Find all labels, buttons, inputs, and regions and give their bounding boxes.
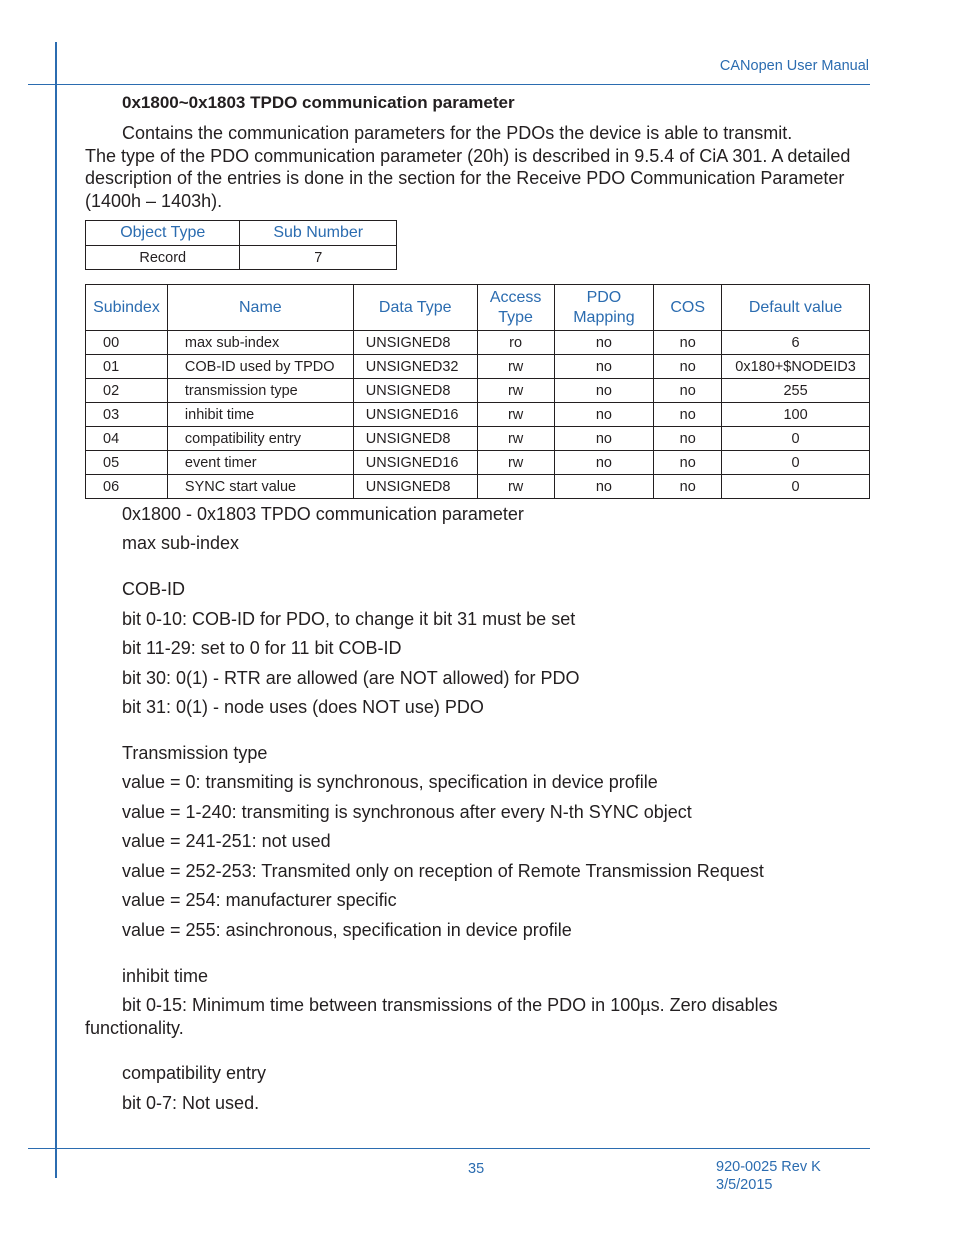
compatibility-entry-title: compatibility entry	[122, 1063, 267, 1083]
cell-pdo-mapping: no	[554, 427, 654, 451]
cell-access: ro	[477, 331, 554, 355]
cell-data-type: UNSIGNED16	[353, 451, 477, 475]
cell-cos: no	[654, 451, 722, 475]
transmission-line: value = 1-240: transmiting is synchronous after every N-th SYNC object	[122, 802, 692, 822]
cell-pdo-mapping: no	[554, 331, 654, 355]
cell-access: rw	[477, 427, 554, 451]
cell-subindex: 01	[86, 355, 168, 379]
cobid-line: bit 0-10: COB-ID for PDO, to change it bit 31 must be set	[122, 609, 576, 629]
cell-name: inhibit time	[167, 403, 353, 427]
cell-access: rw	[477, 355, 554, 379]
section-heading: 0x1800~0x1803 TPDO communication parameter	[122, 93, 515, 112]
header-subindex: Subindex	[86, 285, 168, 331]
doc-date: 3/5/2015	[716, 1177, 773, 1193]
cell-subindex: 06	[86, 475, 168, 499]
cell-subindex: 03	[86, 403, 168, 427]
cobid-title: COB-ID	[122, 579, 185, 599]
header-name: Name	[167, 285, 353, 331]
cell-subindex: 05	[86, 451, 168, 475]
table-row	[86, 403, 870, 427]
header-default-value: Default value	[722, 285, 870, 331]
max-subindex-title: max sub-index	[122, 533, 240, 553]
margin-rule-vertical	[55, 42, 57, 1178]
inhibit-time-text: bit 0-15: Minimum time between transmissions of the PDO in 100µs. Zero disables functionality.	[85, 995, 778, 1038]
table-header-row	[86, 221, 397, 246]
cell-data-type: UNSIGNED8	[353, 331, 477, 355]
intro-first-line: Contains the communication parameters for the PDOs the device is able to transmit.	[122, 123, 793, 143]
cell-default: 0	[722, 427, 870, 451]
cell-cos: no	[654, 355, 722, 379]
table-row	[86, 451, 870, 475]
cell-name: COB-ID used by TPDO	[167, 355, 353, 379]
cell-cos: no	[654, 331, 722, 355]
footer-doc-info	[716, 1158, 821, 1194]
cell-access: rw	[477, 403, 554, 427]
transmission-line: value = 241-251: not used	[122, 831, 331, 851]
cell-subindex: 02	[86, 379, 168, 403]
cell-default: 100	[722, 403, 870, 427]
cell-default: 0	[722, 451, 870, 475]
header-data-type: Data Type	[353, 285, 477, 331]
page-number: 35	[468, 1161, 485, 1177]
cell-cos: no	[654, 379, 722, 403]
subindex-table	[85, 284, 870, 499]
header-access-type: Access Type	[477, 285, 554, 331]
cell-name: SYNC start value	[167, 475, 353, 499]
cell-data-type: UNSIGNED8	[353, 475, 477, 499]
cell-subindex: 04	[86, 427, 168, 451]
cell-name: compatibility entry	[167, 427, 353, 451]
intro-paragraph	[85, 122, 875, 212]
table-row	[86, 246, 397, 270]
cell-default: 0	[722, 475, 870, 499]
cell-access: rw	[477, 475, 554, 499]
object-type-value: Record	[86, 246, 240, 270]
cell-data-type: UNSIGNED16	[353, 403, 477, 427]
cell-pdo-mapping: no	[554, 451, 654, 475]
cell-default: 0x180+$NODEID3	[722, 355, 870, 379]
sub-number-value: 7	[240, 246, 397, 270]
doc-revision: 920-0025 Rev K	[716, 1159, 821, 1175]
intro-rest: The type of the PDO communication parameter (20h) is described in 9.5.4 of CiA 301. A detailed description of the entries is done in the section for the Receive PDO Communication Parameter (1400h – 1403h).	[85, 145, 851, 211]
table-header-row	[86, 285, 870, 331]
header-pdo-mapping: PDO Mapping	[554, 285, 654, 331]
cell-name: event timer	[167, 451, 353, 475]
cell-access: rw	[477, 379, 554, 403]
cell-data-type: UNSIGNED32	[353, 355, 477, 379]
cell-default: 255	[722, 379, 870, 403]
header-object-type: Object Type	[86, 221, 240, 246]
header-rule	[28, 84, 870, 85]
compatibility-entry-text: bit 0-7: Not used.	[122, 1093, 260, 1113]
table-caption: 0x1800 - 0x1803 TPDO communication parameter	[122, 504, 524, 524]
cell-pdo-mapping: no	[554, 379, 654, 403]
cell-data-type: UNSIGNED8	[353, 427, 477, 451]
table-row	[86, 379, 870, 403]
cell-name: max sub-index	[167, 331, 353, 355]
transmission-line: value = 255: asinchronous, specification in device profile	[122, 920, 572, 940]
cobid-line: bit 31: 0(1) - node uses (does NOT use) PDO	[122, 697, 484, 717]
cell-pdo-mapping: no	[554, 355, 654, 379]
cell-name: transmission type	[167, 379, 353, 403]
cell-access: rw	[477, 451, 554, 475]
table-row	[86, 331, 870, 355]
cell-cos: no	[654, 403, 722, 427]
cell-cos: no	[654, 475, 722, 499]
cell-cos: no	[654, 427, 722, 451]
object-type-table	[85, 220, 397, 270]
cell-data-type: UNSIGNED8	[353, 379, 477, 403]
table-row	[86, 355, 870, 379]
header-cos: COS	[654, 285, 722, 331]
cobid-line: bit 11-29: set to 0 for 11 bit COB-ID	[122, 638, 402, 658]
cell-subindex: 00	[86, 331, 168, 355]
transmission-line: value = 0: transmiting is synchronous, specification in device profile	[122, 772, 658, 792]
cobid-line: bit 30: 0(1) - RTR are allowed (are NOT allowed) for PDO	[122, 668, 580, 688]
cell-pdo-mapping: no	[554, 475, 654, 499]
cell-default: 6	[722, 331, 870, 355]
transmission-type-title: Transmission type	[122, 743, 268, 763]
header-sub-number: Sub Number	[240, 221, 397, 246]
cell-pdo-mapping: no	[554, 403, 654, 427]
table-row	[86, 475, 870, 499]
inhibit-time-title: inhibit time	[122, 966, 209, 986]
transmission-line: value = 254: manufacturer specific	[122, 890, 397, 910]
table-row	[86, 427, 870, 451]
transmission-line: value = 252-253: Transmited only on reception of Remote Transmission Request	[122, 861, 764, 881]
running-header: CANopen User Manual	[719, 58, 869, 74]
footer-rule	[28, 1148, 870, 1149]
